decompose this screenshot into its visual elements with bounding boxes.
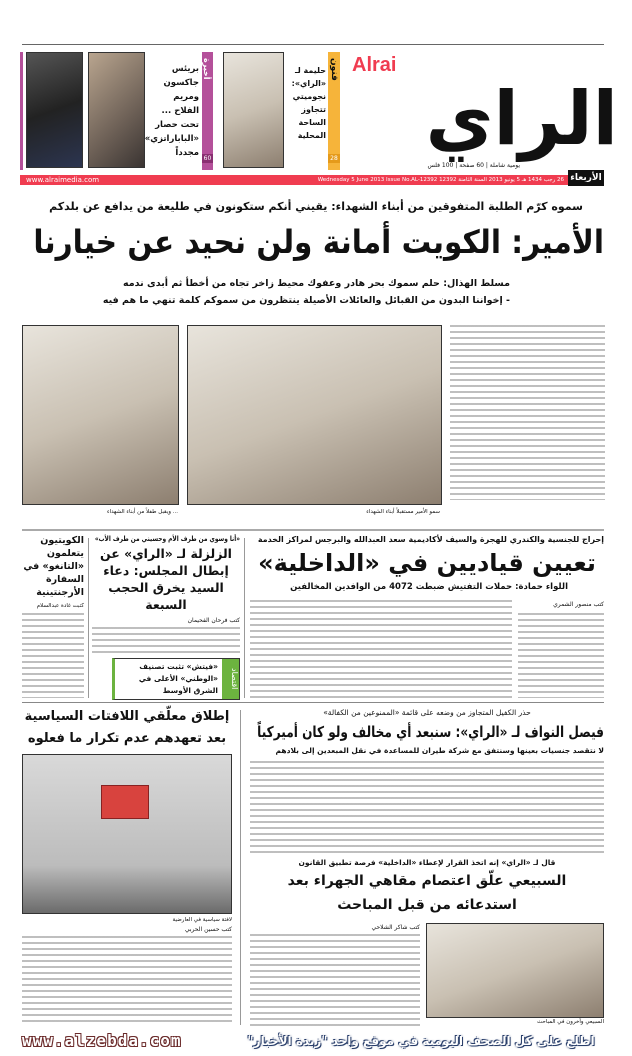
economy-box-label: اقتصاد [222, 659, 239, 699]
interior-story [250, 534, 604, 698]
banners-photo[interactable] [22, 754, 232, 914]
nawaf-kicker: حذر الكفيل المتجاوز من وضعه على قائمة «الممنوعين من الكفالة» [323, 708, 531, 717]
banners-headline[interactable]: إطلاق معلّقي اللافتات السياسية بعد تعهدهم عدم تكرار ما فعلوه [24, 709, 230, 746]
zalzala-headline[interactable]: الزلزلة لـ «الراي» عن إبطال المجلس: دعاء السيد يخرق الحجب السبعة [100, 546, 232, 612]
banner-sign [101, 785, 149, 819]
jahra-columns [250, 923, 604, 1027]
banners-byline: كتب حسين الحربي [184, 926, 232, 933]
masthead-info: يومية شاملة | 60 صفحة | 100 فلس [427, 162, 520, 169]
promo-site-link[interactable]: www.alzebda.com [22, 1031, 182, 1050]
nawaf-subhead: لا نتقصد جنسيات بعينها وسنتفق مع شركة طيران للمساعدة في نقل المبعدين إلى بلادهم [275, 746, 604, 755]
jahra-kicker: قال لـ «الراي» إنه اتخذ القرار لإعطاء «الداخلية» فرصة تطبيق القانون [298, 858, 556, 867]
interior-columns [250, 600, 604, 698]
masthead [0, 50, 632, 172]
teaser-accent-bar [20, 52, 23, 170]
section-divider [22, 529, 604, 531]
photo-caption: السبيعي وآخرون في المباحث [537, 1019, 604, 1025]
argentina-story [22, 534, 84, 698]
argentina-headline[interactable]: الكويتيون يتعلمون «التانغو» في السفارة الأرجنتينية [23, 535, 84, 598]
promo-text: اطلع على كل الصحف اليومية في موقع واحد "زبدة الأخبار" [247, 1034, 595, 1048]
day-label: الأربعاء [568, 170, 604, 186]
jahra-photo[interactable] [426, 923, 604, 1018]
banners-story [22, 706, 232, 1026]
column-rule [240, 710, 241, 1025]
photo-caption: ... ويقبل طفلاً من أبناء الشهداء [107, 509, 178, 515]
argentina-byline: كتبت غادة عبدالسلام [36, 603, 84, 609]
nawaf-headline[interactable]: فيصل النواف لـ «الراي»: سنبعد أي مخالف ولو كان أميركياً [257, 723, 604, 741]
lead-photo-main[interactable] [187, 325, 442, 505]
jahra-headline[interactable]: السبيعي علّق اعتصام مقاهي الجهراء بعد استدعائه من قبل المباحث [287, 873, 567, 913]
jahra-text-column [250, 923, 420, 1027]
jahra-byline: كتب شاكر الشلاحي [371, 924, 420, 931]
lead-body-text [450, 325, 605, 500]
teaser-section-label: أخيرة [202, 58, 211, 80]
interior-headline[interactable]: تعيين قياديين في «الداخلية» [258, 549, 596, 577]
section-divider [22, 702, 604, 703]
lead-bullet: مسلط الهذال: حلم سموك بحر هادر وعفوك محيط زاخر تجاه من أخطأ ثم أبدى ندمه [123, 278, 510, 289]
teaser-photo[interactable] [26, 52, 83, 168]
top-rule [22, 44, 604, 45]
logo-arabic: الراي [425, 76, 618, 162]
dateline: 26 رجب 1434 هـ 5 يونيو 2013 السنة الثامنة 12392 Wednesday 5 June 2013 Issue No.AL-12392 [317, 177, 564, 183]
zalzala-story [92, 534, 240, 700]
teaser-text[interactable]: حليمة لـ «الراي»: نجوميتي تتجاوز الساحة المحلية [291, 66, 326, 140]
jahra-photo-column [426, 923, 604, 1027]
teaser-page-number: 60 [203, 155, 212, 162]
teaser-page-number: 28 [328, 154, 340, 163]
zalzala-byline: كتب فرحان الفحيمان [187, 617, 240, 624]
teaser-photo[interactable] [223, 52, 284, 168]
nawaf-body-text [250, 761, 604, 853]
interior-subhead: اللواء حمادة: حملات التفتيش ضبطت 4072 من الوافدين المخالفين [290, 582, 568, 592]
teaser-text[interactable]: بريئس جاكسون ومريم الفلاح ... تحت حصار «الباباراتزي» مجدداً [144, 64, 199, 158]
nawaf-story [250, 707, 604, 853]
teaser-photo[interactable] [88, 52, 145, 168]
website-link[interactable]: www.alraimedia.com [26, 176, 100, 184]
lead-bullet: - إخواننا البدون من القبائل والعائلات الأصيلة ينتظرون من سموكم كلمة تنهي ما هم فيه [102, 295, 510, 306]
jahra-story [250, 857, 604, 1027]
column-rule [88, 538, 89, 698]
column-rule [244, 538, 245, 698]
lead-headline[interactable]: الأمير: الكويت أمانة ولن نحيد عن خيارنا [33, 223, 604, 261]
argentina-body-text [22, 613, 84, 698]
interior-kicker: إحراج للجنسية والكندري للهجرة والسيف لأكاديمية سعد العبدالله والبرجس لمراكز الخدمة [257, 535, 604, 544]
interior-body-text [250, 600, 512, 698]
photo-caption: سمو الأمير مستقبلاً أبناء الشهداء [366, 509, 440, 515]
banners-body-text [22, 936, 232, 1026]
jahra-body-text [250, 934, 420, 1027]
lead-photo-side[interactable] [22, 325, 179, 505]
interior-body-text [518, 613, 604, 698]
teaser-section-label: فنون [329, 58, 339, 81]
economy-box[interactable] [112, 658, 240, 700]
lead-kicker: سموه كرّم الطلبة المتفوقين من أبناء الشهداء: يقيني أنكم ستكونون في طليعة من يدافع عن بلدكم [49, 200, 583, 213]
photo-caption: لافتة سياسية في العارضية [172, 917, 232, 923]
economy-box-text: «فيتش» تثبت تصنيف «الوطني» الأعلى في الشرق الأوسط [138, 662, 218, 695]
interior-byline: كتب منصور الشمري [553, 601, 604, 608]
interior-side-column [518, 600, 604, 698]
zalzala-kicker: «أنا وسوي من طرف الأم وحسيني من طرف الأب» [94, 535, 240, 543]
zalzala-body-text [92, 627, 240, 655]
logo-english: Alrai [352, 54, 397, 76]
